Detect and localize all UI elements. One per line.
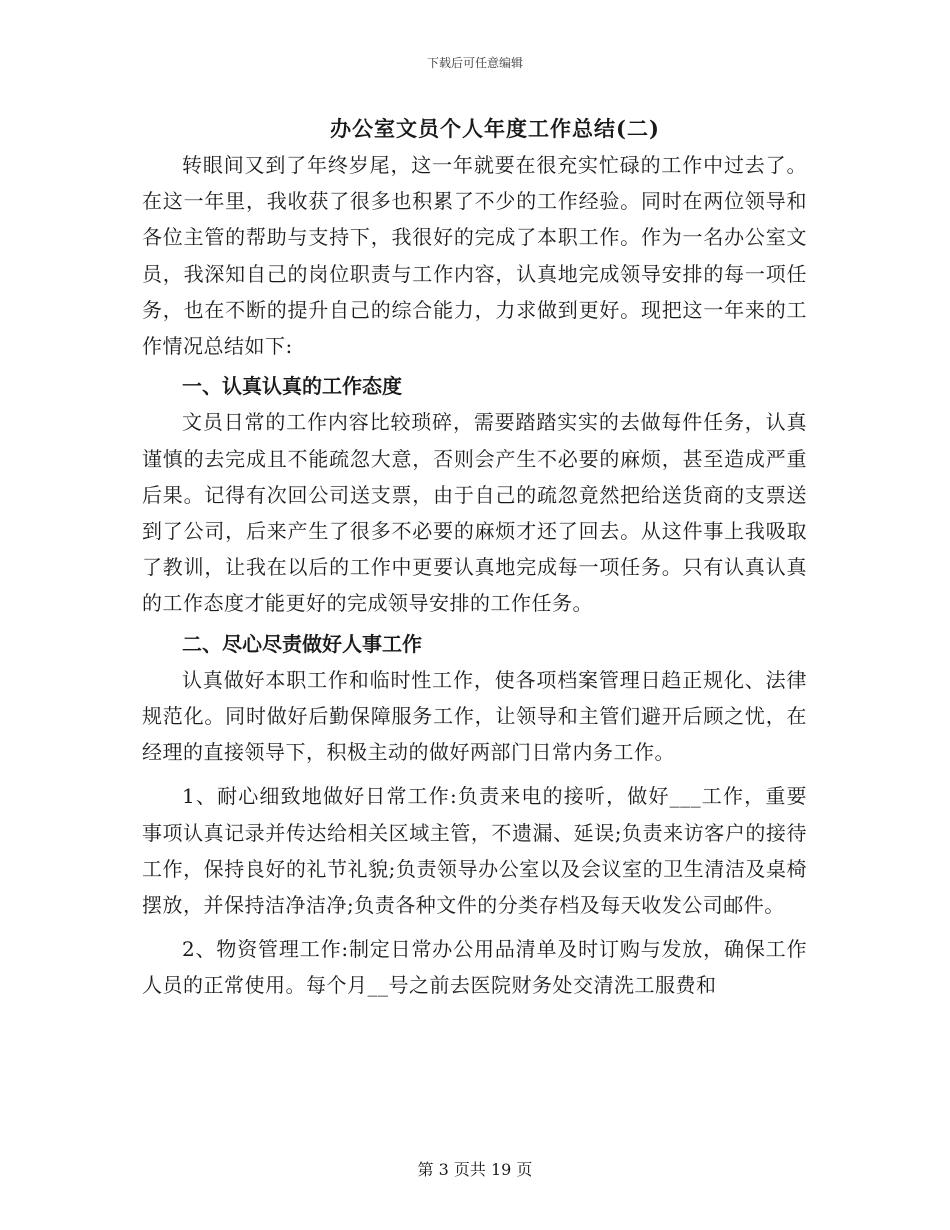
section-2-paragraph: 认真做好本职工作和临时性工作，使各项档案管理日趋正规化、法律规范化。同时做好后勤保障服务工作，让领导和主管们避开后顾之忧，在经理的直接领导下，积极主动的做好两部门日常内务工作。: [142, 667, 807, 765]
document-body: [142, 147, 807, 1004]
page-number-footer: 第 3 页共 19 页: [417, 1160, 533, 1179]
header-note: 下载后可任意编辑: [426, 56, 523, 70]
item-2-paragraph: 2、物资管理工作:制定日常办公用品清单及时订购与发放，确保工作人员的正常使用。每个月__号之前去医院财务处交清洗工服费和: [142, 937, 807, 998]
section-heading-1: 一、认真认真的工作态度: [182, 374, 402, 399]
section-1-paragraph: 文员日常的工作内容比较琐碎，需要踏踏实实的去做每件任务，认真谨慎的去完成且不能疏忽大意，否则会产生不必要的麻烦，甚至造成严重后果。记得有次回公司送支票，由于自己的疏忽竟然把给送货商的支票送到了公司，后来产生了很多不必要的麻烦才还了回去。从这件事上我吸取了教训，让我在以后的工作中更要认真地完成每一项任务。只有认真认真的工作态度才能更好的完成领导安排的工作任务。: [142, 410, 807, 616]
document-title: 办公室文员个人年度工作总结(二): [330, 116, 660, 141]
intro-paragraph: 转眼间又到了年终岁尾，这一年就要在很充实忙碌的工作中过去了。在这一年里，我收获了很多也积累了不少的工作经验。同时在两位领导和各位主管的帮助与支持下，我很好的完成了本职工作。作为一名办公室文员，我深知自己的岗位职责与工作内容，认真地完成领导安排的每一项任务，也在不断的提升自己的综合能力，力求做到更好。现把这一年来的工作情况总结如下:: [142, 153, 807, 359]
section-heading-2: 二、尽心尽责做好人事工作: [182, 631, 422, 656]
item-1-paragraph: 1、耐心细致地做好日常工作:负责来电的接听，做好___工作，重要事项认真记录并传达给相关区域主管，不遗漏、延误;负责来访客户的接待工作，保持良好的礼节礼貌;负责领导办公室以及会议室的卫生清洁及桌椅摆放，并保持洁净洁净;负责各种文件的分类存档及每天收发公司邮件。: [142, 784, 807, 918]
